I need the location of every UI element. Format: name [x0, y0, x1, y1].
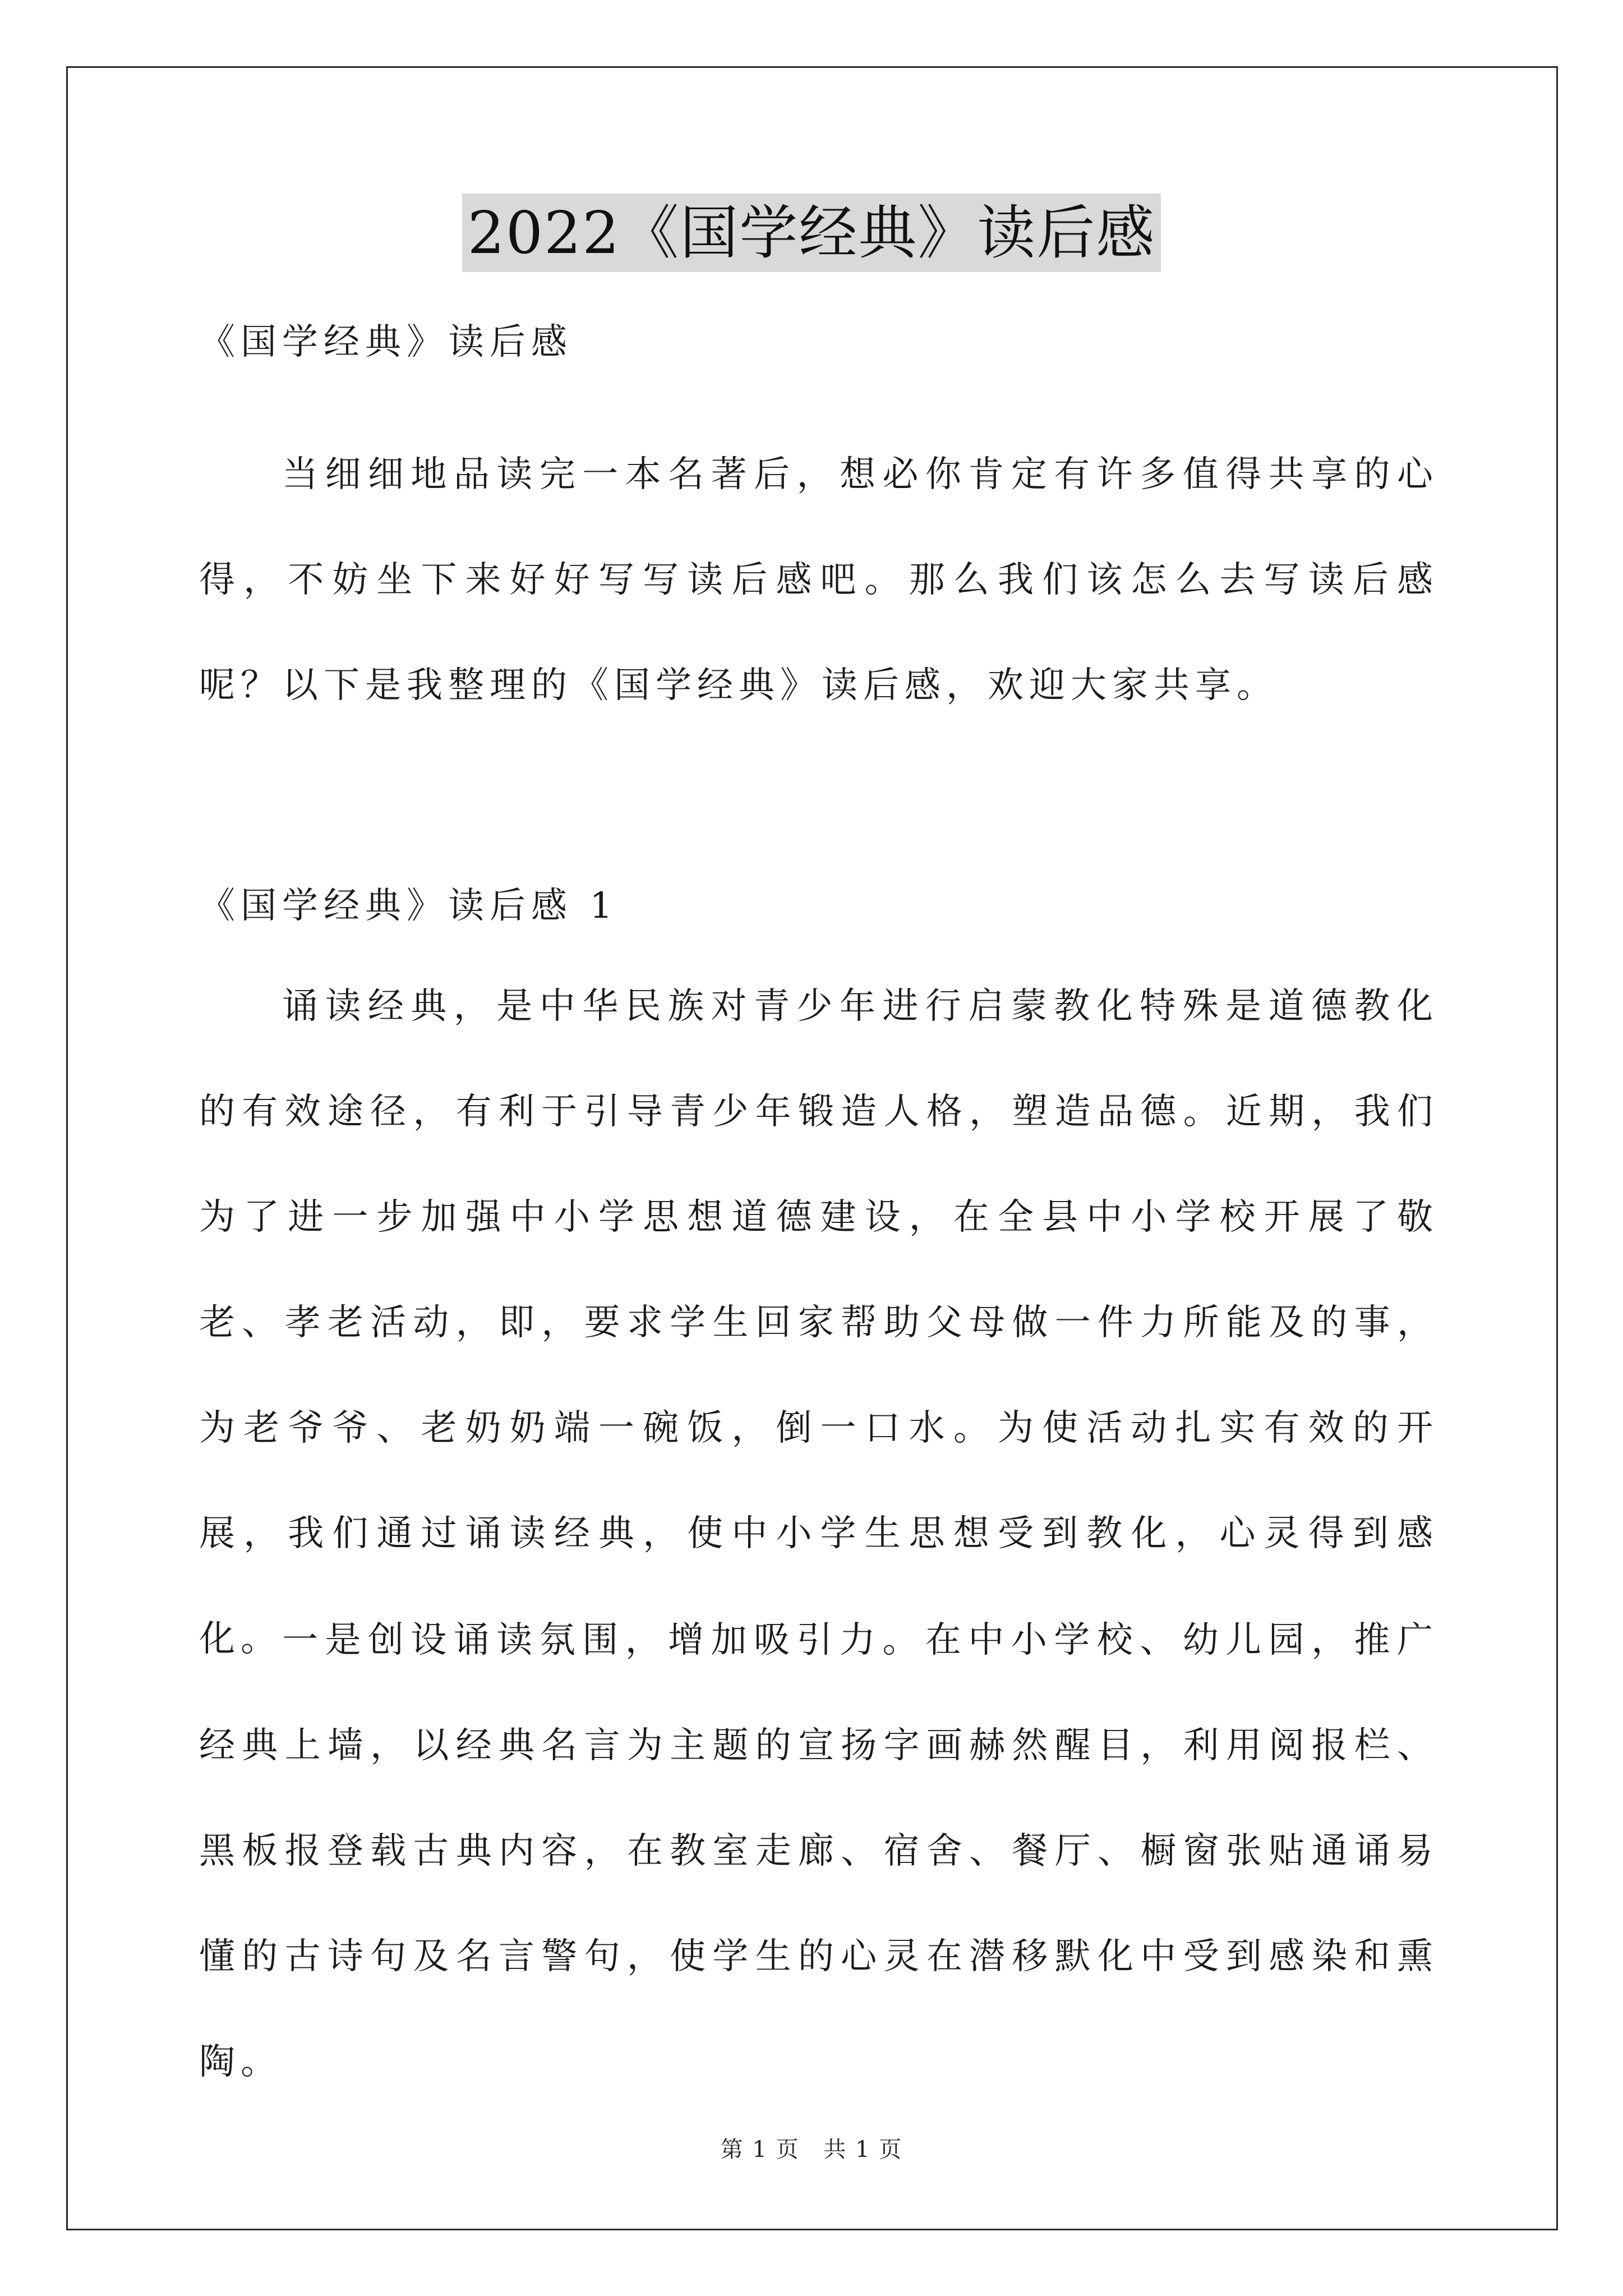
title-container	[0, 194, 1623, 272]
document-title: 2022《国学经典》读后感	[462, 194, 1161, 272]
page-number: 第 1 页	[720, 2137, 800, 2162]
body-paragraph-1: 诵读经典，是中华民族对青少年进行启蒙教化特殊是道德教化的有效途径，有利于引导青少年锻造人格，塑造品德。近期，我们为了进一步加强中小学思想道德建设，在全县中小学校开展了敬老、孝老活动，即，要求学生回家帮助父母做一件力所能及的事，为老爷爷、老奶奶端一碗饭，倒一口水。为使活动扎实有效的开展，我们通过诵读经典，使中小学生思想受到教化，心灵得到感化。	[199, 986, 1438, 1660]
subtitle: 《国学经典》读后感	[199, 321, 573, 363]
body-paragraph-2: 一是创设诵读氛围，增加吸引力。在中小学校、幼儿园，推广经典上墙，以经典名言为主题的宣扬字画赫然醒目，利用阅报栏、黑板报登载古典内容，在教室走廊、宿舍、餐厅、橱窗张贴通诵易懂的古诗句及名言警句，使学生的心灵在潜移默化中受到感染和熏陶。	[199, 1619, 1438, 2083]
intro-paragraph: 当细细地品读完一本名著后，想必你肯定有许多值得共享的心得，不妨坐下来好好写写读后感吧。那么我们该怎么去写读后感呢？以下是我整理的《国学经典》读后感，欢迎大家共享。	[199, 454, 1438, 706]
page-footer	[0, 2132, 1623, 2164]
page-total: 共 1 页	[823, 2137, 903, 2162]
section-heading: 《国学经典》读后感 1	[199, 885, 619, 927]
